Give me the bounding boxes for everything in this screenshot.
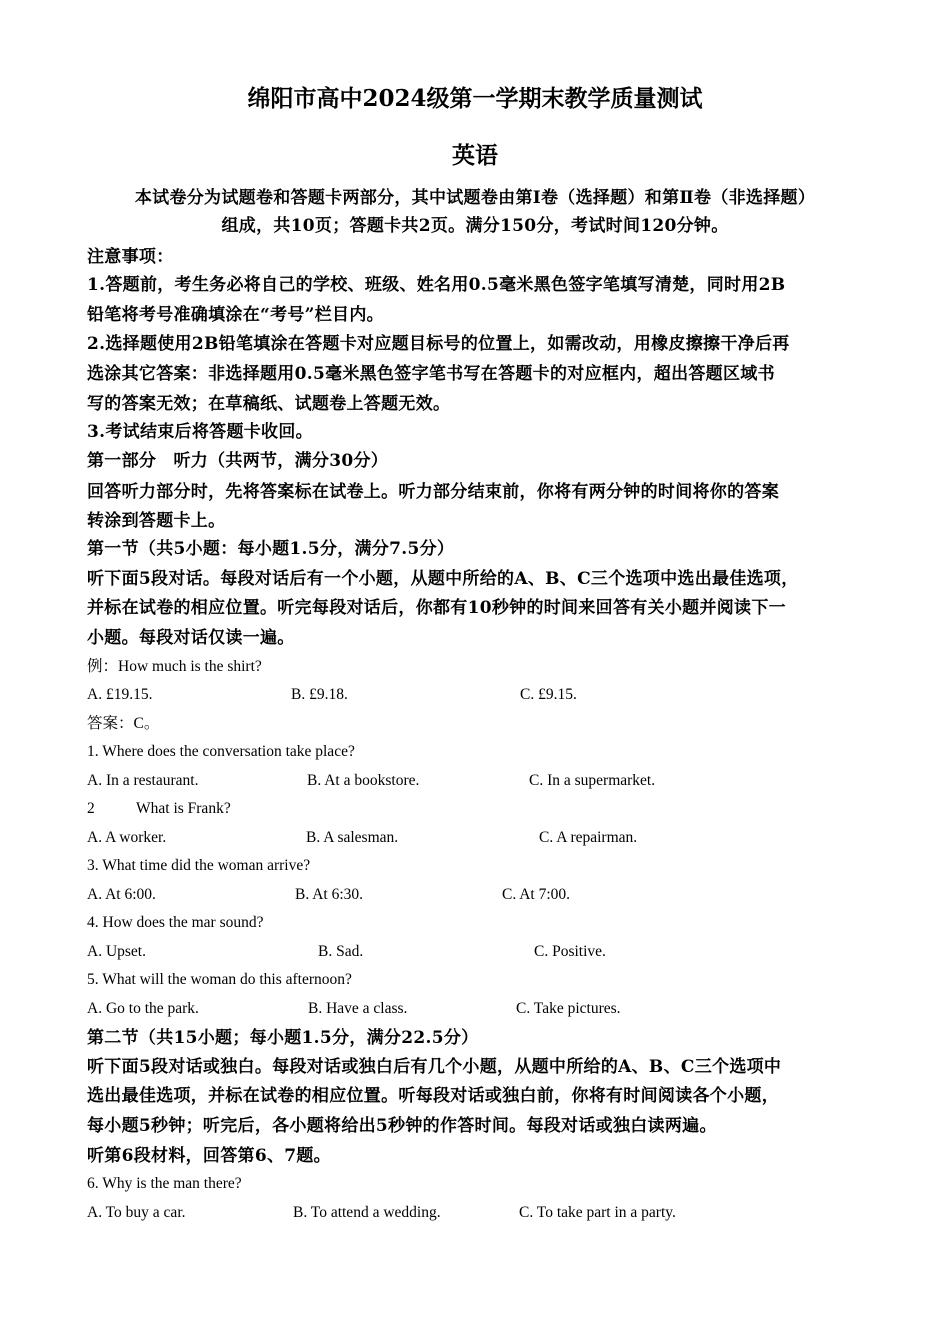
notes-line-1: 1.答题前，考生务必将自己的学校、班级、姓名用0.5毫米黑色签字笔填写清楚，同时用2B [87, 275, 786, 295]
q1-option-b: B. At a bookstore. [307, 772, 420, 789]
q4-option-b: B. Sad. [318, 943, 364, 960]
q3-option-a: A. At 6:00. [87, 886, 156, 903]
q1-option-c: C. In a supermarket. [529, 772, 656, 789]
example-option-a: A. £19.15. [87, 686, 153, 703]
q5-option-a: A. Go to the park. [87, 1000, 199, 1017]
q6-option-a: A. To buy a car. [87, 1204, 186, 1221]
q2-option-c: C. A repairman. [539, 829, 638, 846]
question-3-options [0, 884, 950, 906]
section2-instruction-2: 选出最佳选项，并标在试卷的相应位置。听每段对话或独白前，你将有时间阅读各个小题， [87, 1086, 779, 1106]
exam-title: 绵阳市高中2024级第一学期末教学质量测试 [247, 85, 703, 112]
question-6-options [0, 1202, 950, 1224]
q6-option-b: B. To attend a wedding. [293, 1204, 441, 1221]
q5-option-c: C. Take pictures. [516, 1000, 621, 1017]
notes-line-3: 2.选择题使用2B铅笔填涂在答题卡对应题目标号的位置上，如需改动，用橡皮擦擦干净后再 [87, 334, 790, 354]
example-question: 例：How much is the shirt? [87, 658, 262, 675]
example-option-c: C. £9.15. [520, 686, 577, 703]
q1-option-a: A. In a restaurant. [87, 772, 199, 789]
q3-option-c: C. At 7:00. [502, 886, 571, 903]
part1-instruction-1: 回答听力部分时，先将答案标在试卷上。听力部分结束前，你将有两分钟的时间将你的答案 [87, 482, 779, 502]
material-6-heading: 听第6段材料，回答第6、7题。 [87, 1146, 331, 1166]
q4-option-a: A. Upset. [87, 943, 146, 960]
part1-heading: 第一部分 听力（共两节，满分30分） [87, 451, 389, 471]
notes-heading: 注意事项： [87, 247, 174, 267]
part1-instruction-2: 转涂到答题卡上。 [87, 511, 226, 531]
example-option-b: B. £9.18. [291, 686, 348, 703]
question-5: 5. What will the woman do this afternoon? [87, 971, 352, 988]
question-2 [0, 798, 950, 820]
question-3: 3. What time did the woman arrive? [87, 857, 311, 874]
notes-line-4: 选涂其它答案：非选择题用0.5毫米黑色签字笔书写在答题卡的对应框内，超出答题区域书 [87, 364, 775, 384]
notes-line-6: 3.考试结束后将答题卡收回。 [87, 422, 313, 442]
example-answer: 答案：C。 [87, 715, 160, 732]
notes-line-5: 写的答案无效；在草稿纸、试题卷上答题无效。 [87, 394, 451, 414]
question-2-options [0, 827, 950, 849]
example-options [0, 684, 950, 706]
q3-option-b: B. At 6:30. [295, 886, 364, 903]
q5-option-b: B. Have a class. [308, 1000, 408, 1017]
section1-instruction-2: 并标在试卷的相应位置。听完每段对话后，你都有10秒钟的时间来回答有关小题并阅读下一 [87, 598, 786, 618]
q4-option-c: C. Positive. [534, 943, 606, 960]
question-2-text: What is Frank? [136, 800, 231, 817]
q6-option-c: C. To take part in a party. [519, 1204, 676, 1221]
section2-instruction-1: 听下面5段对话或独白。每段对话或独白后有几个小题，从题中所给的A、B、C三个选项中 [87, 1057, 782, 1077]
question-4: 4. How does the mar sound? [87, 914, 264, 931]
section1-instruction-1: 听下面5段对话。每段对话后有一个小题，从题中所给的A、B、C三个选项中选出最佳选项， [87, 569, 799, 589]
section1-instruction-3: 小题。每段对话仅读一遍。 [87, 628, 295, 648]
q2-option-a: A. A worker. [87, 829, 167, 846]
exam-subject: 英语 [452, 142, 498, 169]
question-1: 1. Where does the conversation take place? [87, 743, 355, 760]
question-5-options [0, 998, 950, 1020]
question-4-options [0, 941, 950, 963]
section2-heading: 第二节（共15小题；每小题1.5分，满分22.5分） [87, 1028, 479, 1048]
section2-instruction-3: 每小题5秒钟；听完后，各小题将给出5秒钟的作答时间。每段对话或独白读两遍。 [87, 1116, 717, 1136]
section1-heading: 第一节（共5小题：每小题1.5分，满分7.5分） [87, 539, 455, 559]
intro-line-2: 组成，共10页；答题卡共2页。满分150分，考试时间120分钟。 [221, 216, 729, 236]
q2-option-b: B. A salesman. [306, 829, 399, 846]
question-2-number: 2 [87, 800, 95, 817]
notes-line-2: 铅笔将考号准确填涂在“考号”栏目内。 [87, 305, 384, 325]
question-6: 6. Why is the man there? [87, 1175, 242, 1192]
intro-line-1: 本试卷分为试题卷和答题卡两部分，其中试题卷由第Ⅰ卷（选择题）和第Ⅱ卷（非选择题） [134, 188, 816, 208]
question-1-options [0, 770, 950, 792]
